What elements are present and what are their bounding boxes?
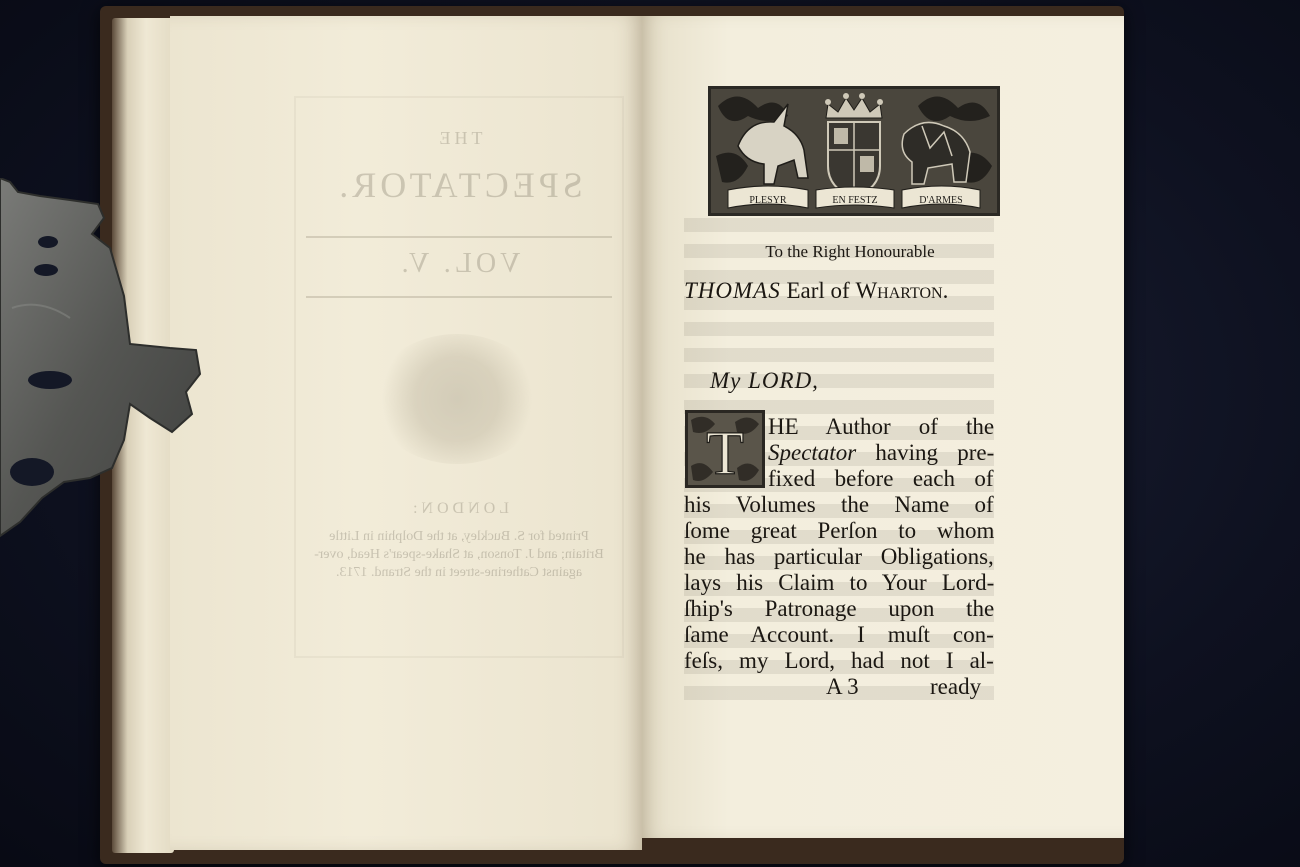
ghost-rule <box>306 236 612 238</box>
dedication-line: To the Right Honourable <box>765 242 935 261</box>
text-line: feſs, my Lord, had not I al- <box>684 648 994 673</box>
signature-mark: A 3 <box>826 674 859 699</box>
metal-clasp <box>0 178 205 540</box>
ghost-imprint-place: LONDON: <box>409 500 509 517</box>
title-page-showthrough <box>294 96 624 658</box>
text-line: ſame Account. I muſt con- <box>684 622 994 647</box>
text-line: ſhip's Patronage upon the <box>684 596 995 621</box>
dedicatee-mid: Earl of <box>786 278 850 303</box>
dropcap-letter: T <box>706 420 744 488</box>
ghost-volume: VOL. V. <box>397 248 521 279</box>
motto-mid: EN FESTZ <box>832 195 878 206</box>
ghost-imprint: Printed for S. Buckley, at the Dolphin in Little Britain; and J. Tonson, at Shake-spear's Head, over-against Catherine-street in the Strand. 1713. <box>314 529 604 580</box>
text-line: lays his Claim to Your Lord- <box>684 570 995 595</box>
heraldic-headpiece <box>708 86 1000 216</box>
spectator-italic: Spectator <box>768 440 857 465</box>
ghost-title: SPECTATOR. <box>335 165 583 205</box>
ghost-ornament <box>372 334 542 464</box>
motto-right: D'ARMES <box>919 195 963 206</box>
salutation: My LORD, <box>710 368 819 393</box>
motto-left: PLESYR <box>749 195 787 206</box>
dedicatee <box>684 278 1004 304</box>
text-line: HE Author of the <box>768 414 995 439</box>
text-line: Spectator having pre- <box>768 440 995 465</box>
text-line: he has particular Obligations, <box>684 544 994 569</box>
dedicatee-title: Wharton. <box>855 278 949 303</box>
text-line: ſome great Perſon to whom <box>684 518 995 543</box>
ghost-title-top: THE <box>435 128 483 148</box>
dedicatee-name: THOMAS <box>684 278 781 303</box>
ornamental-drop-capital <box>685 410 765 488</box>
ghost-rule <box>306 296 612 298</box>
text-line: fixed before each of <box>768 466 994 491</box>
text-line: his Volumes the Name of <box>684 492 994 517</box>
catchword: ready <box>930 674 982 699</box>
